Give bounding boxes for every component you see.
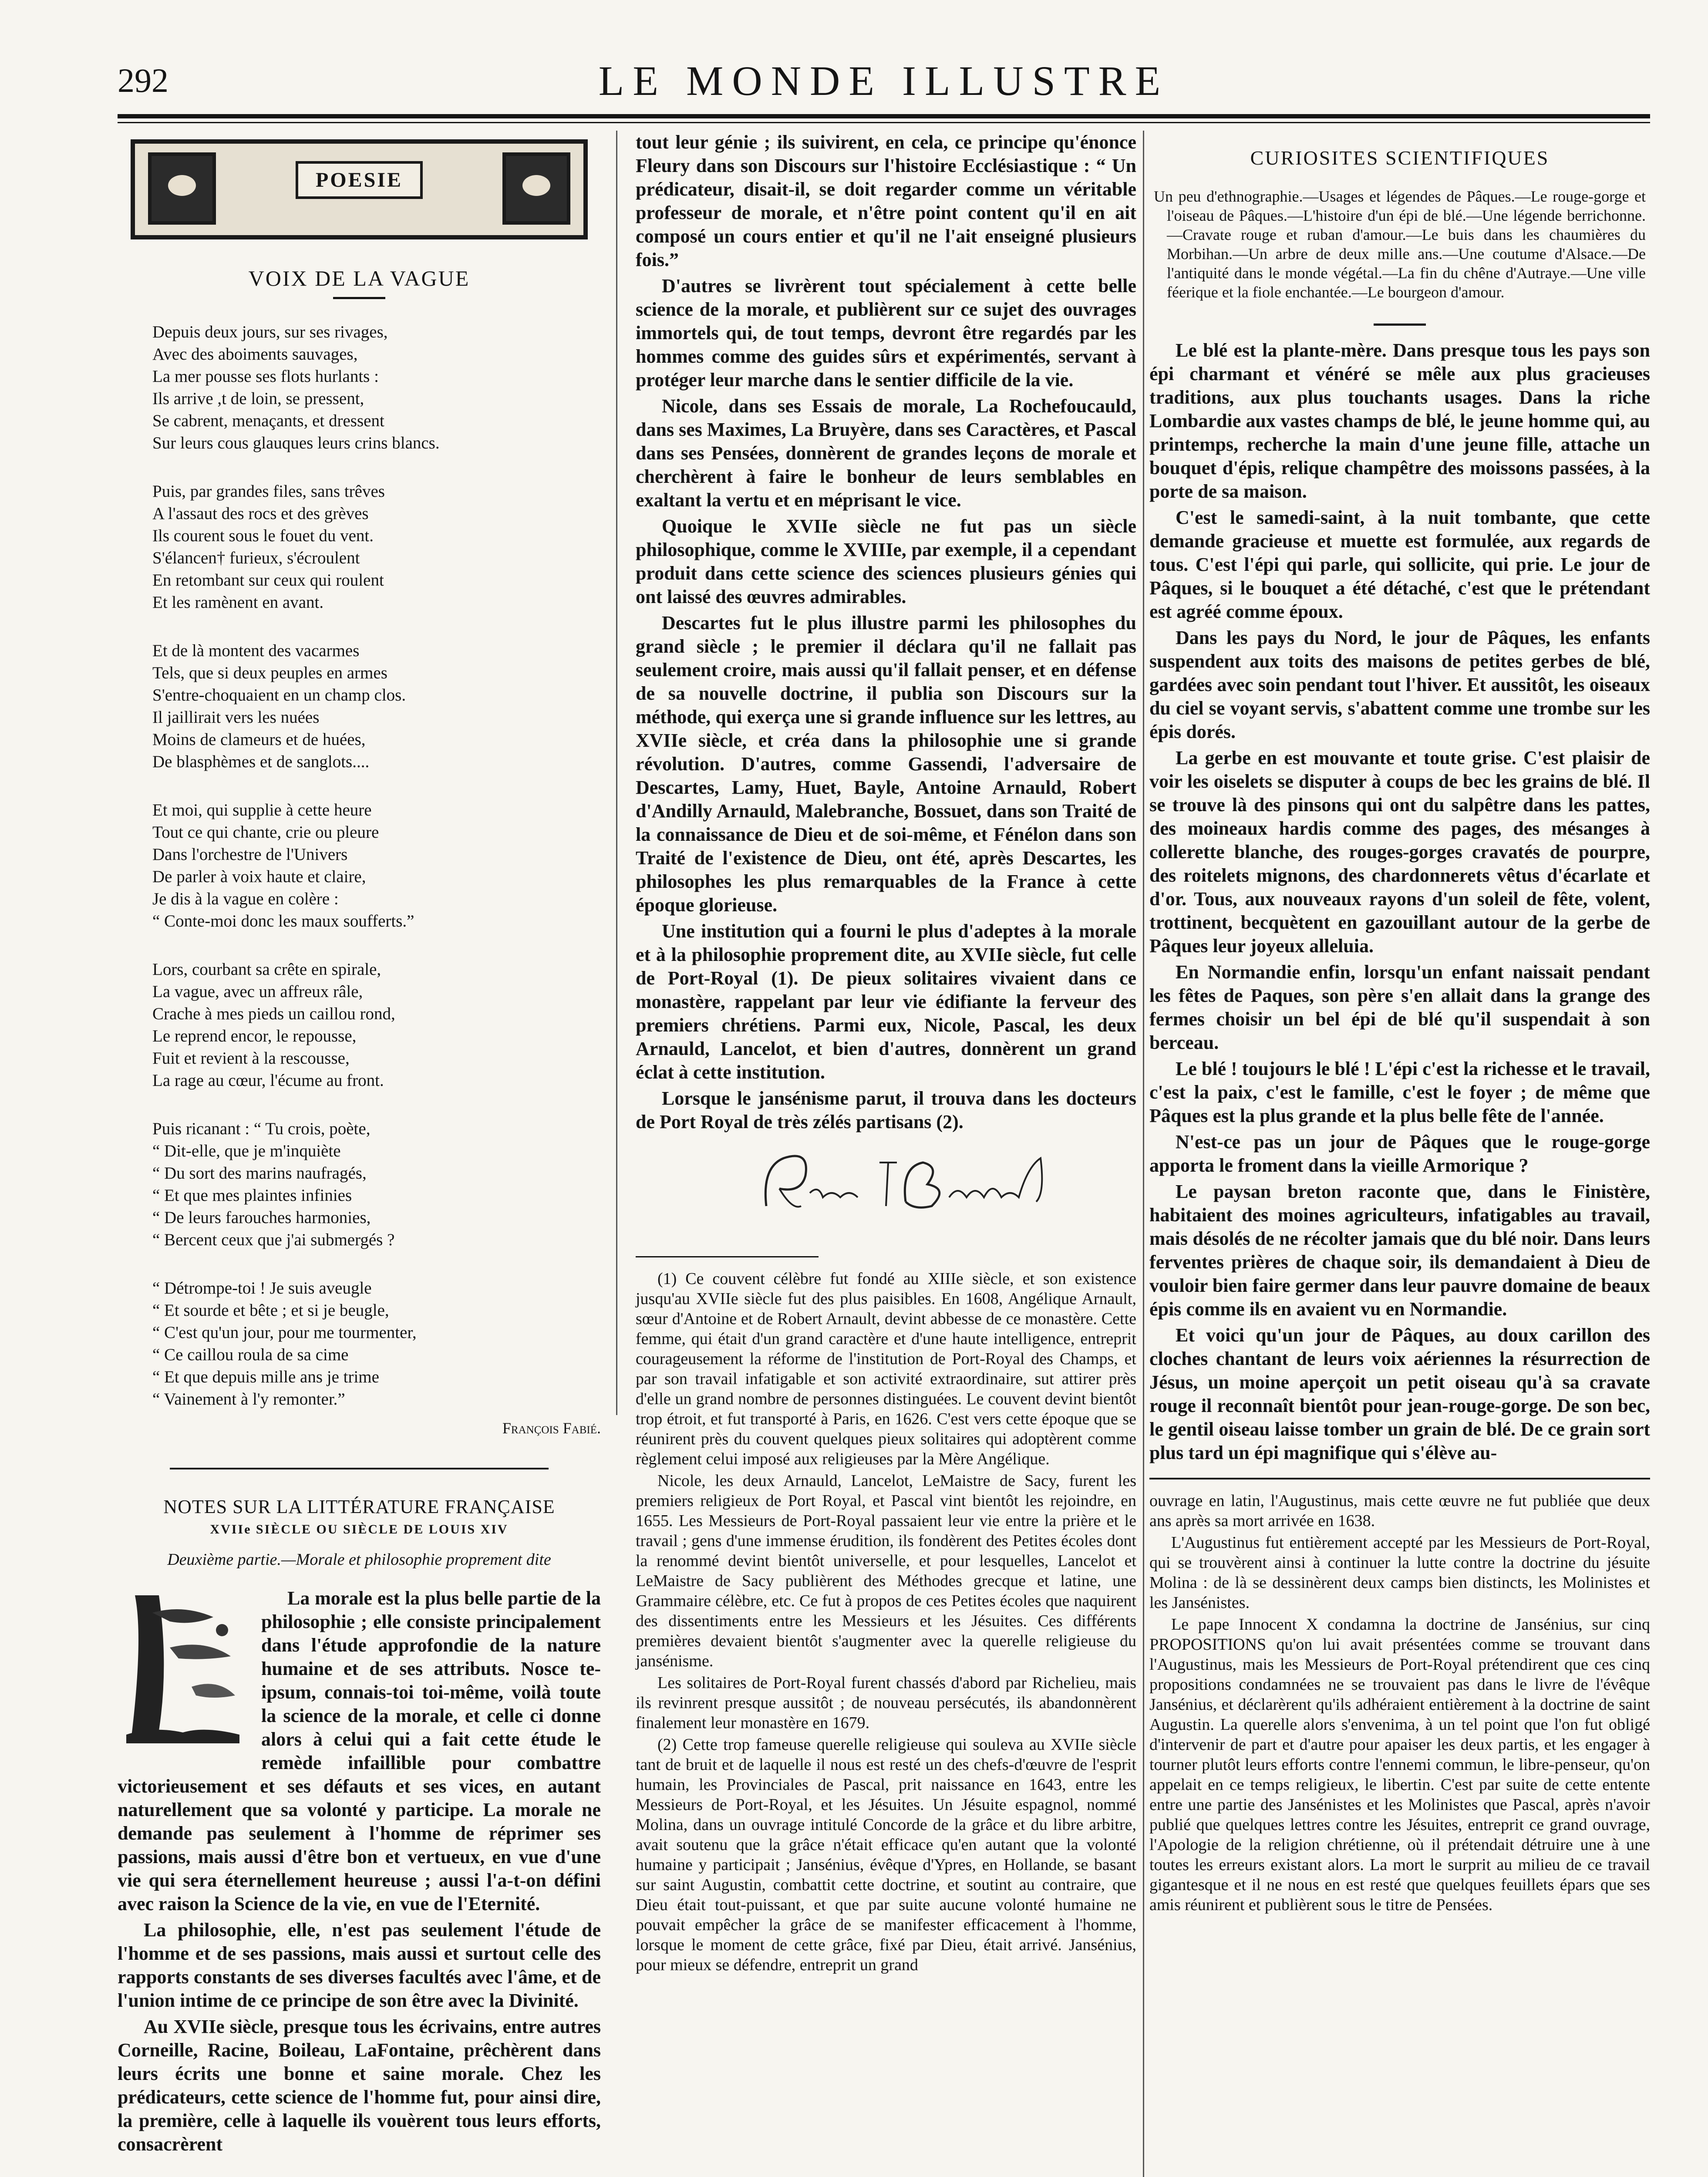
- banner-ornament-right: [502, 152, 570, 225]
- section-divider: [170, 1468, 549, 1469]
- footnote: (2) Cette trop fameuse querelle religieuse qui souleva au XVIIe siècle tant de bruit et de laquelle il nous est resté un des chefs-d'œuvre de l'esprit humain, les Provinciales de Pascal, prit naissance en 1643, entre les Messieurs de Port-Royal, et les Jésuites. Un Jésuite espagnol, nommé Molina, dans un ouvrage intitulé Concorde de la grâce et du libre arbitre, avait soutenu que la grâce n'était efficace qu'en autant que la volonté humaine y participait ; Jansénius, évêque d'Ypres, en Hollande, se basant sur saint Augustin, combattit cette doctrine, et soutint au contraire, que Dieu était tout-puissant, et que par suite aucune volonté humaine ne pouvait empêcher la grâce de se manifester efficacement à l'homme, lorsque le moment de cette grâce, fixé par Dieu, était arrivé. Jansénius, pour mieux se défendre, entreprit un grand: [636, 1736, 1136, 1974]
- curiosites-paragraph: En Normandie enfin, lorsqu'un enfant naissait pendant les fêtes de Paques, son père s'en allait dans la grange des fermes choisir un bel épi de blé qu'il suspendait à son berceau.: [1149, 961, 1650, 1053]
- curiosites-paragraph: La gerbe en est mouvante et toute grise. C'est plaisir de voir les oiselets se disputer à coups de bec les grains de blé. Il se trouve là des pinsons qui ont du salpêtre dans les pattes, des moineaux hardis comme des pages, des mésanges à collerette blanche, des rouges-gorges cravatés de pourpre, des roitelets mignons, des chardonnerets vêtus d'écarlate et d'or. Tous, aux nouveaux rayons d'un soleil de fête, volent, trottinent, becquètent en gazouillant autour de la gerbe de Pâques leur joyeux alleluia.: [1149, 747, 1650, 957]
- column-separator: [616, 131, 617, 1415]
- poem-title: VOIX DE LA VAGUE: [248, 266, 470, 290]
- curiosites-paragraph: Dans les pays du Nord, le jour de Pâques, les enfants suspendent aux toits des maisons de petites gerbes de blé, gardées avec soin pendant tout l'hiver. Et aussitôt, les oiseaux du ciel se voyant servis, s'abattent comme une trombe sur les épis dorés.: [1149, 627, 1650, 742]
- footnote-continued: Le pape Innocent X condamna la doctrine de Jansénius, sur cinq PROPOSITIONS qu'on lui avait présentées comme se trouvant dans l'Augustinus, mais les Messieurs de Port-Royal prétendirent que ces cinq propositions condamnées ne se trouvaient pas dans le livre de l'évêque Jansénius, et déclarèrent qu'ils adhéraient entièrement à la doctrine de saint Augustin. La querelle alors s'envenima, à un tel point que l'on fut obligé d'intervenir de part et d'autre pour apaiser les deux partis, et les engager à tourner plutôt leurs efforts contre l'ennemi commun, le libre-penseur, qu'on appelait en ce temps religieux, le libertin. C'est par suite de cette entente entre une partie des Jansénistes et les Molinistes que Pascal, après n'avoir publié que quelques lettres contre les Jésuites, entreprit ce grand ouvrage, l'Apologie de la religion chrétienne, où il prétendait détruire une à une toutes les erreurs existant alors. La mort le surprit au milieu de ce travail gigantesque et il ne nous en est resté que quelques feuillets épars que ses amis réunirent et publièrent sous le titre de Pensées.: [1149, 1615, 1650, 1914]
- notes-paragraph: La philosophie, elle, n'est pas seulement l'étude de l'homme et de ses passions, mais aussi et surtout celle des rapports constants de ses diverses facultés avec l'âme, et de l'union intime de ce principe de son être avec la Divinité.: [118, 1919, 601, 2011]
- footnote-rule: [636, 1256, 819, 1257]
- banner-frame: [131, 139, 588, 239]
- notes-paragraph: Nicole, dans ses Essais de morale, La Rochefoucauld, dans ses Maximes, La Bruyère, dans ses Caractères, et Pascal dans ses Pensées, donnèrent de grandes leçons de morale et cherchèrent à faire le bonheur de leurs semblables en exaltant la vertu et en méprisant le vice.: [636, 395, 1136, 511]
- footnote: Les solitaires de Port-Royal furent chassés d'abord par Richelieu, mais ils revinrent presque aussitôt ; de nouveau persécutés, ils abandonnèrent finalement leur monastère en 1679.: [636, 1674, 1136, 1732]
- banner-label: POESIE: [296, 161, 423, 199]
- banner-ornament-left: [148, 152, 216, 225]
- author-signature: [636, 1141, 1136, 1232]
- column-right: [1149, 131, 1650, 1917]
- column-separator: [1143, 131, 1144, 2177]
- stanza: Puis ricanant : “ Tu crois, poète, “ Dit-elle, que je m'inquiète “ Du sort des marins naufragés, “ Et que mes plaintes infinies “ De leurs farouches harmonies, “ Bercent ceux que j'ai submergés ?: [152, 1119, 395, 1249]
- notes-paragraph: La morale est la plus belle partie de la philosophie ; elle consiste principalement dans l'étude approfondie de la nature humaine et de ses attributs. Nosce te-ipsum, connais-toi toi-même, voilà toute la science de la morale, et celle ci donne alors à celui qui a fait cette étude le remède infaillible pour combattre victorieusement et ses défauts et ses vices, en autant naturellement que sa volonté y participe. La morale ne demande pas seulement à l'homme de réprimer ses passions, mais aussi d'être bon et vertueux, en vue d'une vie qui sera éternellement heureuse ; aussi l'a-t-on défini avec raison la Science de la vie, en vue de l'Eternité.: [118, 1587, 601, 1914]
- poem-body: [152, 321, 601, 1410]
- curiosites-paragraph: Le blé est la plante-mère. Dans presque tous les pays son épi charmant et vénéré se mêle aux plus gracieuses traditions, aux plus touchants usages. Dans la riche Lombardie aux vastes champs de blé, le jeune homme qui, au printemps, recherche la main d'une jeune fille, attache un bouquet d'épis, relique champêtre des moissons passées, à la porte de sa maison.: [1149, 340, 1650, 502]
- footnote: Nicole, les deux Arnauld, Lancelot, LeMaistre de Sacy, furent les premiers religieux de Port Royal, et Pascal vint bientôt les rejoindre, en 1655. Les Messieurs de Port-Royal passaient leur vie entre la prière et le travail ; gens d'une immense érudition, ils fondèrent des Petites écoles dont la renommé devint bientôt universelle, et pour lesquelles, Lancelot et LeMaistre de Sacy publièrent des Méthodes grecque et latine, une Grammaire célèbre, etc. Ce fut à propos de ces Petites écoles que naquirent des dissentiments entre les Messieurs et les Jésuites. Ces différents premières devaient bientôt s'augmenter avec la querelle religieuse du jansénisme.: [636, 1472, 1136, 1670]
- poem-author: François Fabié.: [502, 1419, 601, 1437]
- masthead: LE MONDE ILLUSTRE: [598, 57, 1169, 104]
- title-divider: [333, 297, 385, 299]
- curiosites-paragraph: N'est-ce pas un jour de Pâques que le rouge-gorge apporta le froment dans la vieille Armorique ?: [1149, 1131, 1650, 1176]
- poesie-banner: [118, 139, 601, 239]
- notes-paragraph: Quoique le XVIIe siècle ne fut pas un siècle philosophique, comme le XVIIIe, par exemple, il a cependant produit dans cette science des sciences plusieurs génies qui ont laissé des œuvres admirables.: [636, 516, 1136, 607]
- notes-body: [118, 1587, 601, 2156]
- column-rule: [1149, 1478, 1650, 1479]
- curiosites-title: CURIOSITES SCIENTIFIQUES: [1250, 147, 1550, 169]
- summary-divider: [1374, 324, 1426, 326]
- footnote: (1) Ce couvent célèbre fut fondé au XIIIe siècle, et son existence jusqu'au XVIIe siècle fut des plus paisibles. En 1608, Angélique Arnault, sœur d'Antoine et de Robert Arnault, devint abbesse de ce monastère. Cette femme, qui était d'un grand caractère et d'une haute intelligence, entreprit courageusement la réforme de l'institution de Port-Royal des Champs, et par son travail infatigable et son activité extraordinaire, sut attirer près d'elle un grand nombre de personnes distinguées. Le couvent devint bientôt trop étroit, et fut transporté à Paris, en 1626. C'est vers cette époque que se réunirent près du couvent quelques pieux solitaires qui adoptèrent comme règlement celui imposé aux religieuses par la Mère Angélique.: [636, 1270, 1136, 1468]
- footnote-continued: L'Augustinus fut entièrement accepté par les Messieurs de Port-Royal, qui se trouvèrent ainsi à continuer la lutte contre la doctrine du jésuite Molina : de là se dessinèrent deux camps bien distincts, les Molinistes et les Jansénistes.: [1149, 1533, 1650, 1612]
- notes-paragraph: D'autres se livrèrent tout spécialement à cette belle science de la morale, et publièrent sur ce sujet des ouvrages immortels qui, de tout temps, devront être regardés par les hommes comme des guides sûrs et expérimentés, servant à protéger leur marche dans le sentier difficile de la vie.: [636, 275, 1136, 391]
- notes-paragraph: Une institution qui a fourni le plus d'adeptes à la morale et à la philosophie proprement dite, au XVIIe siècle, fut celle de Port-Royal (1). De pieux solitaires vivaient dans ce monastère, rappelant par leur vie édifiante la ferveur des premiers chrétiens. Parmi eux, Nicole, Pascal, les deux Arnauld, Lancelot, et bien d'autres, donnèrent un grand éclat à cette institution.: [636, 920, 1136, 1083]
- column-left: [118, 131, 601, 2159]
- stanza: “ Détrompe-toi ! Je suis aveugle “ Et sourde et bête ; et si je beugle, “ C'est qu'un jour, pour me tourmenter, “ Ce caillou roula de sa cime “ Et que depuis mille ans je trime “ Vainement à l'y remonter.”: [152, 1279, 417, 1409]
- notes-paragraph: tout leur génie ; ils suivirent, en cela, ce principe qu'énonce Fleury dans son Discours sur l'histoire Ecclésiastique : “ Un prédicateur, disait-il, se doit regarder comme un véritable professeur de morale, et n'être point content qu'il en ait composé un cours entier et qu'il ne l'ait enseigné plusieurs fois.”: [636, 131, 1136, 270]
- notes-subtitle: XVIIe SIÈCLE OU SIÈCLE DE LOUIS XIV: [210, 1522, 509, 1537]
- notes-paragraph: Descartes fut le plus illustre parmi les philosophes du grand siècle ; le premier il déclara qu'il ne fallait pas seulement croire, mais aussi qu'il fallait penser, et en défense de sa nouvelle doctrine, il publia son Discours sur la méthode, qui exerça une si grande influence sur les lettres, au XVIIe siècle, et créa dans la philosophie une si grande révolution. D'autres, comme Gassendi, l'adversaire de Descartes, Lamy, Huet, Bayle, Antoine Arnauld, Robert d'Andilly Arnauld, Malebranche, Bossuet, dans son Traité de la connaissance de Dieu et de soi-même, et Fénélon dans son Traité de l'existence de Dieu, ont été, après Descartes, les philosophes les plus remarquables de la France à cette époque glorieuse.: [636, 612, 1136, 916]
- header-rule-thin: [118, 122, 1650, 123]
- stanza: Et de là montent des vacarmes Tels, que si deux peuples en armes S'entre-choquaient en un champ clos. Il jaillirait vers les nuées Moins de clameurs et de huées, De blasphèmes et de sanglots....: [152, 641, 406, 771]
- page-number: 292: [118, 61, 168, 99]
- curiosites-paragraph: Et voici qu'un jour de Pâques, au doux carillon des cloches chantant de leurs voix aériennes la résurrection de Jésus, un moine aperçoit un petit oiseau qu'à sa cravate rouge il reconnaît bientôt pour jean-rouge-gorge. De son bec, le gentil oiseau laisse tomber un grain de blé. De ce grain sort plus tard un épi magnifique qui s'élève au-: [1149, 1324, 1650, 1463]
- notes-title: NOTES SUR LA LITTÉRATURE FRANÇAISE: [163, 1496, 555, 1517]
- footnote-continued: ouvrage en latin, l'Augustinus, mais cette œuvre ne fut publiée que deux ans après sa mort arrivée en 1638.: [1149, 1492, 1650, 1530]
- notes-paragraph: Lorsque le jansénisme parut, il trouva dans les docteurs de Port Royal de très zélés partisans (2).: [636, 1088, 1136, 1132]
- header-rule-thick: [118, 114, 1650, 118]
- stanza: Et moi, qui supplie à cette heure Tout ce qui chante, crie ou pleure Dans l'orchestre de l'Univers De parler à voix haute et claire, Je dis à la vague en colère : “ Conte-moi donc les maux soufferts.”: [152, 801, 414, 930]
- page-header: [118, 44, 1650, 109]
- column-middle: [636, 131, 1136, 1977]
- curiosites-summary: Un peu d'ethnographie.—Usages et légendes de Pâques.—Le rouge-gorge et l'oiseau de Pâques.—L'histoire d'un épi de blé.—Une légende berrichonne.—Cravate rouge et ruban d'amour.—Le buis dans les chaumières du Morbihan.—Un arbre de deux mille ans.—Une coutume d'Alsace.—De l'antiquité dans le monde végétal.—La fin du chêne d'Autraye.—Une ville féerique et la fiole enchantée.—Le bourgeon d'amour.: [1154, 188, 1646, 301]
- curiosites-paragraph: Le paysan breton raconte que, dans le Finistère, habitaient des moines agriculteurs, infatigables au travail, mais désolés de ne récolter jamais que du blé noir. Dans leurs ferventes prières de chaque soir, ils demandaient à Dieu de vouloir bien faire germer dans leur pauvre domaine de beaux épis comme ils en avaient vu en Normandie.: [1149, 1181, 1650, 1320]
- notes-paragraph: Au XVIIe siècle, presque tous les écrivains, entre autres Corneille, Racine, Boileau, LaFontaine, prêchèrent dans leurs écrits une bonne et saine morale. Chez les prédicateurs, cette science de l'homme fut, pour ainsi dire, la première, celle à laquelle ils vouèrent tous leurs efforts, consacrèrent: [118, 2016, 601, 2155]
- notes-part: Deuxième partie.—Morale et philosophie proprement dite: [167, 1550, 551, 1569]
- stanza: Puis, par grandes files, sans trêves A l'assaut des rocs et des grèves Ils courent sous le fouet du vent. S'élancen† furieux, s'écroulent En retombant sur ceux qui roulent Et les ramènent en avant.: [152, 482, 385, 612]
- curiosites-paragraph: C'est le samedi-saint, à la nuit tombante, que cette demande gracieuse et muette est formulée, aux regards de tous. C'est l'épi qui parle, qui sollicite, qui prie. Le jour de Pâques, si le bouquet a été détaché, c'est que le prétendant est agréé comme époux.: [1149, 507, 1650, 622]
- stanza: Depuis deux jours, sur ses rivages, Avec des aboiments sauvages, La mer pousse ses flots hurlants : Ils arrive ,t de loin, se pressent, Se cabrent, menaçants, et dressent Sur leurs cous glauques leurs crins blancs.: [152, 323, 440, 452]
- drop-cap-illustration: [118, 1587, 248, 1748]
- stanza: Lors, courbant sa crête en spirale, La vague, avec un affreux râle, Crache à mes pieds un caillou rond, Le reprend encor, le repousse, Fuit et revient à la rescousse, La rage au cœur, l'écume au front.: [152, 960, 395, 1090]
- curiosites-paragraph: Le blé ! toujours le blé ! L'épi c'est la richesse et le travail, c'est la paix, c'est le famille, c'est le foyer ; de même que Pâques est la plus grande et la plus belle fête de l'année.: [1149, 1058, 1650, 1126]
